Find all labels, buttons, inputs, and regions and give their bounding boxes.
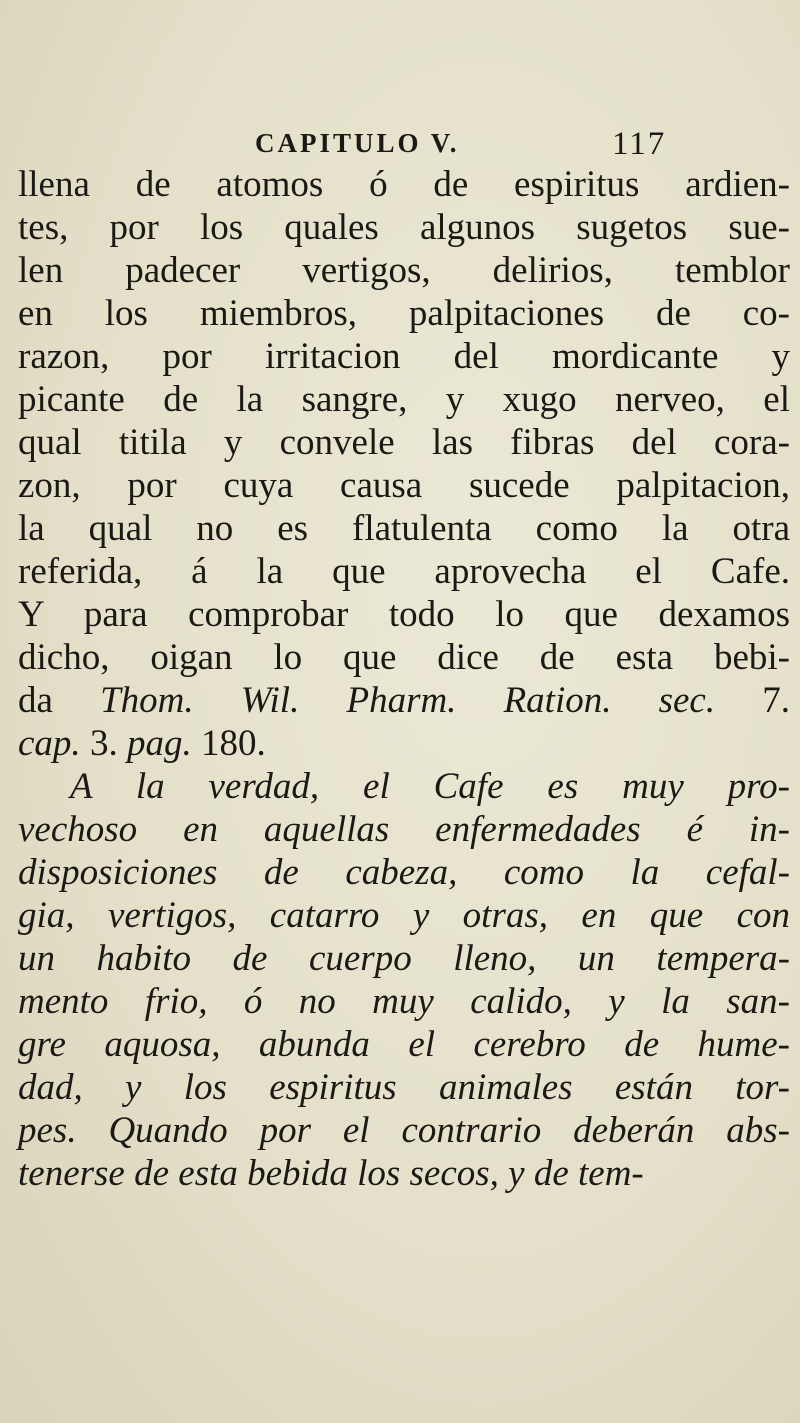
text-segment: en los miembros, palpitaciones de co-: [18, 293, 790, 334]
text-segment: un habito de cuerpo lleno, un tempera-: [18, 938, 790, 979]
text-segment: picante de la sangre, y xugo nerveo, el: [18, 379, 790, 420]
text-line-citation: [18, 679, 790, 722]
text-segment: gia, vertigos, catarro y otras, en que con: [18, 895, 790, 936]
text-segment: vechoso en aquellas enfermedades é in-: [18, 809, 790, 850]
quote-line: [18, 1066, 790, 1109]
text-segment: zon, por cuya causa sucede palpitacion,: [18, 465, 790, 506]
text-segment: 7.: [715, 680, 790, 721]
quote-line: [18, 765, 790, 808]
text-segment: pes. Quando por el contrario deberán abs-: [18, 1110, 790, 1151]
text-segment: 180.: [191, 723, 266, 764]
text-line: [18, 163, 790, 206]
text-line: [18, 507, 790, 550]
text-segment: dicho, oigan lo que dice de esta bebi-: [18, 637, 790, 678]
text-segment: Y para comprobar todo lo que dexamos: [18, 594, 790, 635]
quote-line: [18, 980, 790, 1023]
text-line: [18, 292, 790, 335]
text-segment: disposiciones de cabeza, como la cefal-: [18, 852, 790, 893]
text-line: [18, 378, 790, 421]
text-segment: tenerse de esta bebida los secos, y de tem-: [18, 1153, 644, 1194]
text-line: [18, 636, 790, 679]
text-line: [18, 421, 790, 464]
text-line: [18, 464, 790, 507]
citation-italic: Thom. Wil. Pharm. Ration. sec.: [100, 680, 716, 721]
text-line: [18, 335, 790, 378]
text-segment: tes, por los quales algunos sugetos sue-: [18, 207, 790, 248]
quote-line: [18, 894, 790, 937]
citation-italic: cap.: [18, 723, 81, 764]
page-header: [0, 128, 800, 168]
quote-line: [18, 851, 790, 894]
running-title: CAPITULO V.: [255, 128, 460, 158]
text-line: [18, 593, 790, 636]
citation-italic: pag.: [126, 723, 192, 764]
quote-line: [18, 1152, 790, 1195]
text-line-citation: [18, 722, 790, 765]
text-segment: mento frio, ó no muy calido, y la san-: [18, 981, 790, 1022]
page-number: 117: [612, 126, 667, 162]
quote-line: [18, 1023, 790, 1066]
text-segment: llena de atomos ó de espiritus ardien-: [18, 164, 790, 205]
quote-line: [18, 808, 790, 851]
text-segment: la qual no es flatulenta como la otra: [18, 508, 790, 549]
quote-line: [18, 937, 790, 980]
text-line: [18, 550, 790, 593]
text-segment: referida, á la que aprovecha el Cafe.: [18, 551, 790, 592]
text-line: [18, 249, 790, 292]
text-segment: razon, por irritacion del mordicante y: [18, 336, 790, 377]
text-line: [18, 206, 790, 249]
text-segment: da: [18, 680, 101, 721]
text-segment: A la verdad, el Cafe es muy pro-: [70, 766, 790, 807]
text-segment: gre aquosa, abunda el cerebro de hume-: [18, 1024, 790, 1065]
text-segment: dad, y los espiritus animales están tor-: [18, 1067, 790, 1108]
quote-line: [18, 1109, 790, 1152]
text-segment: len padecer vertigos, delirios, temblor: [18, 250, 790, 291]
text-segment: qual titila y convele las fibras del cora-: [18, 422, 790, 463]
page-body-text: [18, 163, 790, 1195]
text-segment: 3.: [80, 723, 127, 764]
